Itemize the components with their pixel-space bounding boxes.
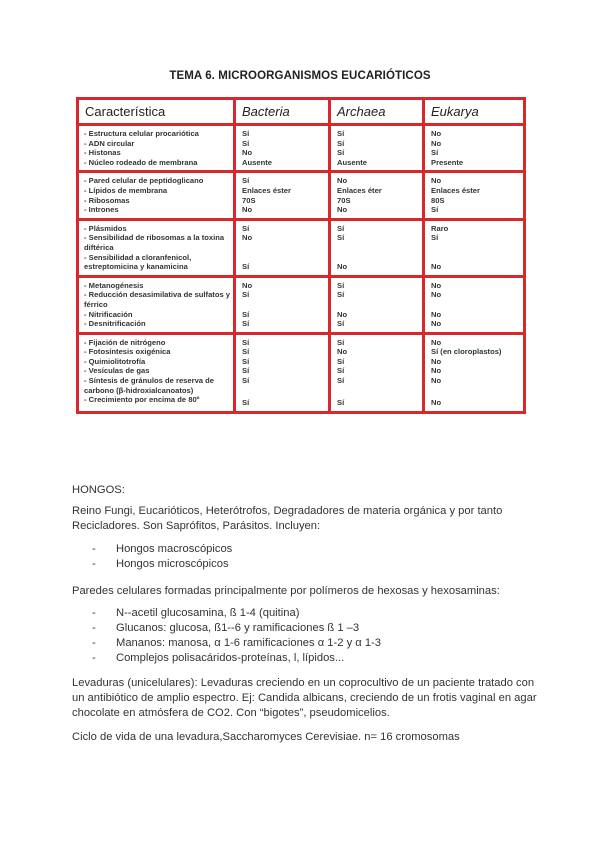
bacteria-cell: Sí xyxy=(242,319,250,329)
list-item: - Complejos polisacáridos-proteínas, l, lípidos... xyxy=(92,652,345,664)
bacteria-cell: Enlaces éster xyxy=(242,185,291,195)
archaea-cell: Enlaces éter xyxy=(337,185,382,195)
feature-cell: - Núcleo rodeado de membrana xyxy=(84,157,198,167)
bullet-dash: - xyxy=(92,543,96,555)
eukarya-cell: No xyxy=(431,138,442,148)
table-column xyxy=(331,173,425,217)
archaea-cell: No xyxy=(337,176,348,186)
eukarya-cell: No xyxy=(431,129,442,138)
bacteria-cell: 70S xyxy=(242,195,256,205)
eukarya-cell: No xyxy=(431,356,442,366)
bacteria-cell: Sí xyxy=(242,356,250,366)
table-column xyxy=(236,335,331,411)
archaea-cell: Sí xyxy=(337,337,345,347)
table-body xyxy=(79,126,523,411)
bullet-dash: - xyxy=(92,652,96,664)
eukarya-cell: No xyxy=(431,309,442,319)
eukarya-cell: No xyxy=(431,280,442,290)
feature-cell: - Estructura celular procariótica xyxy=(84,129,199,138)
eukarya-cell: No xyxy=(431,176,442,186)
bacteria-cell: Sí xyxy=(242,176,250,186)
bacteria-cell: No xyxy=(242,148,253,158)
archaea-cell: Sí xyxy=(337,366,345,376)
feature-cell: - Nitrificación xyxy=(84,309,133,319)
bacteria-cell: Sí xyxy=(242,376,250,386)
feature-cell: - Sensibilidad a cloranfenicol, estreptomicina y kanamicina xyxy=(84,252,192,272)
table-column xyxy=(79,221,236,275)
bacteria-cell: No xyxy=(242,205,253,215)
eukarya-cell: No xyxy=(431,398,442,408)
table-column xyxy=(79,278,236,332)
bacteria-cell: Sí xyxy=(242,262,250,272)
paragraph-levaduras: Levaduras (unicelulares): Levaduras creciendo en un coprocultivo de un paciente tratado con un antibiótico de amplio espectro. Ej: Candida albicans, creciendo de un frotis vaginal en agar chocolate en atmósfera de CO2. Con “bigotes”, pseudomicelios. xyxy=(72,677,537,719)
feature-cell: - Fotosíntesis oxigénica xyxy=(84,347,171,357)
archaea-cell: Sí xyxy=(337,319,345,329)
page-title: TEMA 6. MICROORGANISMOS EUCARIÓTICOS xyxy=(169,70,431,82)
bacteria-cell: Sí xyxy=(242,309,250,319)
eukarya-cell: 80S xyxy=(431,195,445,205)
paragraph-ciclo-vida: Ciclo de vida de una levadura,Saccharomyces Cerevisiae. n= 16 cromosomas xyxy=(72,731,460,743)
archaea-cell: 70S xyxy=(337,195,351,205)
bacteria-cell: No xyxy=(242,280,253,290)
bacteria-cell: Sí xyxy=(242,129,250,138)
feature-cell: - Sensibilidad de ribosomas a la toxina diftérica xyxy=(84,233,225,252)
feature-cell: - Pared celular de peptidoglicano xyxy=(84,176,204,186)
feature-cell: - Vesículas de gas xyxy=(84,366,150,376)
bullet-dash: - xyxy=(92,622,96,634)
table-column xyxy=(236,221,331,275)
archaea-cell: Sí xyxy=(337,138,345,148)
table-column xyxy=(79,126,236,170)
eukarya-cell: Raro xyxy=(431,223,449,233)
table-column xyxy=(236,126,331,170)
feature-cell: - ADN circular xyxy=(84,138,135,148)
feature-cell: - Intrones xyxy=(84,205,119,215)
table-column xyxy=(425,335,523,411)
bacteria-cell: Sí xyxy=(242,398,250,408)
table-column xyxy=(331,278,425,332)
feature-cell: - Fijación de nitrógeno xyxy=(84,337,166,347)
archaea-cell: Sí xyxy=(337,280,345,290)
eukarya-cell: No xyxy=(431,319,442,329)
paragraph-reino-fungi: Reino Fungi, Eucarióticos, Heterótrofos, Degradadores de materia orgánica y por tanto Recicladores. Son Saprófitos, Parásitos. Incluyen: xyxy=(72,505,503,532)
bacteria-cell: Sí xyxy=(242,366,250,376)
table-column xyxy=(79,335,236,411)
list-paredes xyxy=(92,606,552,666)
header-bacteria: Bacteria xyxy=(236,100,331,123)
feature-cell: - Lípidos de membrana xyxy=(84,185,168,195)
archaea-cell: Ausente xyxy=(337,157,367,167)
eukarya-cell: Sí xyxy=(431,233,439,243)
eukarya-cell: Sí (en cloroplastos) xyxy=(431,347,502,357)
feature-cell: - Síntesis de gránulos de reserva de carbono (β-hidroxialcanoatos) xyxy=(84,376,214,395)
list-item: - N--acetil glucosamina, ß 1-4 (quitina) xyxy=(92,607,300,619)
feature-cell: - Histonas xyxy=(84,148,121,158)
table-column xyxy=(331,126,425,170)
table-column xyxy=(331,221,425,275)
table-group xyxy=(79,221,523,278)
feature-cell: - Metanogénesis xyxy=(84,280,144,290)
eukarya-cell: Sí xyxy=(431,148,439,158)
table-column xyxy=(236,278,331,332)
feature-cell: - Quimiolitotrofía xyxy=(84,356,146,366)
feature-cell: - Desnitrificación xyxy=(84,319,146,329)
archaea-cell: Sí xyxy=(337,148,345,158)
bullet-dash: - xyxy=(92,607,96,619)
table-group xyxy=(79,126,523,173)
list-item: - Hongos macroscópicos xyxy=(92,543,233,555)
archaea-cell: No xyxy=(337,347,348,357)
eukarya-cell: No xyxy=(431,337,442,347)
table-group xyxy=(79,278,523,335)
feature-cell: - Reducción desasimilativa de sulfatos y férrico xyxy=(84,290,231,309)
hongos-heading: HONGOS: xyxy=(72,484,125,496)
list-item: - Hongos microscópicos xyxy=(92,558,229,570)
list-hongos xyxy=(92,542,552,572)
table-header xyxy=(79,100,523,126)
paragraph-paredes: Paredes celulares formadas principalmente por polímeros de hexosas y hexosaminas: xyxy=(72,585,500,597)
bacteria-cell: Sí xyxy=(242,337,250,347)
eukarya-cell: No xyxy=(431,366,442,376)
table-column xyxy=(236,173,331,217)
eukarya-cell: No xyxy=(431,290,442,300)
bacteria-cell: No xyxy=(242,233,253,243)
bacteria-cell: Sí xyxy=(242,347,250,357)
bullet-dash: - xyxy=(92,558,96,570)
archaea-cell: Sí xyxy=(337,398,345,408)
archaea-cell: Sí xyxy=(337,223,345,233)
eukarya-cell: No xyxy=(431,262,442,272)
list-item: - Glucanos: glucosa, ß1--6 y ramificaciones ß 1 –3 xyxy=(92,622,360,634)
eukarya-cell: Sí xyxy=(431,205,439,215)
archaea-cell: No xyxy=(337,309,348,319)
table-group xyxy=(79,173,523,220)
list-item: - Mananos: manosa, α 1-6 ramificaciones α 1-2 y α 1-3 xyxy=(92,637,382,649)
archaea-cell: No xyxy=(337,262,348,272)
eukarya-cell: Enlaces éster xyxy=(431,185,480,195)
header-caracteristica: Característica xyxy=(79,100,236,123)
bacteria-cell: Ausente xyxy=(242,157,272,167)
comparison-table xyxy=(76,97,526,414)
header-archaea: Archaea xyxy=(331,100,425,123)
table-column xyxy=(79,173,236,217)
eukarya-cell: Presente xyxy=(431,157,464,167)
archaea-cell: Sí xyxy=(337,376,345,386)
table-column xyxy=(331,335,425,411)
bullet-dash: - xyxy=(92,637,96,649)
eukarya-cell: No xyxy=(431,376,442,386)
table-column xyxy=(425,126,523,170)
bacteria-cell: Sí xyxy=(242,290,250,300)
bacteria-cell: Sí xyxy=(242,223,250,233)
feature-cell: - Plásmidos xyxy=(84,223,127,233)
bacteria-cell: Sí xyxy=(242,138,250,148)
table-column xyxy=(425,221,523,275)
archaea-cell: Sí xyxy=(337,290,345,300)
archaea-cell: Sí xyxy=(337,233,345,243)
table-column xyxy=(425,173,523,217)
table-column xyxy=(425,278,523,332)
feature-cell: - Crecimiento por encima de 80º xyxy=(84,395,200,405)
archaea-cell: Sí xyxy=(337,129,345,138)
archaea-cell: Sí xyxy=(337,356,345,366)
feature-cell: - Ribosomas xyxy=(84,195,130,205)
archaea-cell: No xyxy=(337,205,348,215)
table-group xyxy=(79,335,523,411)
header-eukarya: Eukarya xyxy=(431,104,479,119)
